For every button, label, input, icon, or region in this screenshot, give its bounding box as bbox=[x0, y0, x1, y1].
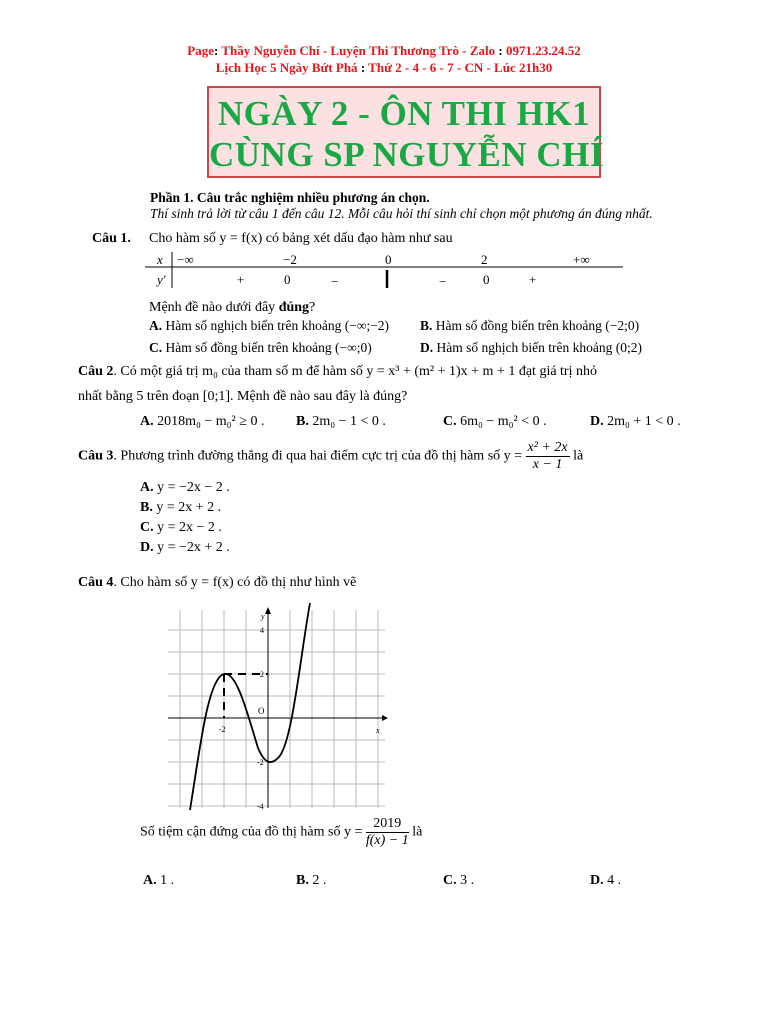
q3-option-d[interactable] bbox=[140, 540, 230, 556]
header-line-2 bbox=[0, 60, 768, 76]
q1-table-sign-5: + bbox=[529, 272, 537, 287]
banner-line-2: CÙNG SP NGUYỄN CHÍ bbox=[209, 135, 605, 174]
graph-y-tick-neg4: -4 bbox=[257, 802, 264, 811]
part1-instruction: Thí sinh trả lời từ câu 1 đến câu 12. Mỗi câu hỏi thí sinh chỉ chọn một phương án đúng nhất. bbox=[150, 206, 653, 221]
q1-table-y-label: y′ bbox=[157, 272, 166, 287]
header-sep-2: : bbox=[495, 43, 506, 58]
q2-option-b[interactable] bbox=[296, 414, 386, 430]
q3-fraction bbox=[526, 440, 570, 473]
header-page-label: Page bbox=[187, 43, 214, 58]
q2-option-b-key: B. bbox=[296, 414, 309, 429]
graph-y-tick-2: 2 bbox=[260, 670, 264, 679]
q4-option-b-key: B. bbox=[296, 873, 309, 888]
q1-table-x-3: 2 bbox=[481, 252, 488, 267]
q1-prompt-prefix: Mệnh đề nào dưới đây bbox=[149, 300, 279, 315]
q1-option-d[interactable] bbox=[420, 340, 642, 356]
q4-label: Câu 4 bbox=[78, 575, 114, 590]
x-axis-arrow-icon bbox=[382, 715, 388, 721]
q2-option-d[interactable] bbox=[590, 414, 681, 430]
q1-table-sign-2: − bbox=[331, 274, 339, 289]
header-teacher-name: Thầy Nguyễn Chí - Luyện Thi Thương Trò - bbox=[221, 43, 470, 58]
q4-option-d-text: 4 . bbox=[607, 873, 622, 888]
q4-option-c-text: 3 . bbox=[460, 873, 475, 888]
q3-label: Câu 3 bbox=[78, 448, 114, 464]
q3-option-d-text: y = −2x + 2 . bbox=[157, 540, 230, 555]
graph-y-label: y bbox=[261, 612, 265, 621]
q3-option-c-key: C. bbox=[140, 520, 154, 535]
q4-option-c-key: C. bbox=[443, 873, 457, 888]
q1-stem: Cho hàm số y = f(x) có bảng xét dấu đạo hàm như sau bbox=[149, 231, 453, 246]
graph-y-tick-4: 4 bbox=[260, 626, 264, 635]
q1-table-x-2: 0 bbox=[385, 252, 392, 267]
title-banner bbox=[207, 86, 605, 178]
q1-option-b-key: B. bbox=[420, 318, 433, 333]
q4-option-c[interactable] bbox=[443, 873, 474, 889]
q1-option-b[interactable] bbox=[420, 318, 639, 334]
q1-option-a[interactable] bbox=[149, 318, 389, 334]
q4-stem bbox=[78, 575, 356, 591]
q2-option-c-key: C. bbox=[443, 414, 457, 429]
q4-frac-den: f(x) − 1 bbox=[365, 833, 409, 848]
q3-option-c[interactable] bbox=[140, 520, 222, 536]
q3-option-b-text: y = 2x + 2 . bbox=[156, 500, 222, 515]
header-sep-1: : bbox=[213, 43, 222, 58]
q2-line-2: nhất bằng 5 trên đoạn [0;1]. Mệnh đề nào sau đây là đúng? bbox=[78, 389, 408, 404]
y-axis-arrow-icon bbox=[265, 607, 271, 614]
q4-graph bbox=[160, 598, 400, 818]
q1-option-c-text: Hàm số đồng biến trên khoảng (−∞;0) bbox=[165, 340, 372, 355]
q3-option-c-text: y = 2x − 2 . bbox=[157, 520, 222, 535]
q1-prompt-bold: đúng bbox=[278, 300, 310, 315]
q3-stem-suffix: là bbox=[573, 448, 584, 464]
q3-option-a-text: y = −2x − 2 . bbox=[157, 480, 230, 495]
q1-option-a-key: A. bbox=[149, 318, 163, 333]
q2-option-a-key: A. bbox=[140, 414, 154, 429]
q1-option-d-key: D. bbox=[420, 340, 434, 355]
q2-option-a-text: 2018m₀ − m₀² ≥ 0 . bbox=[157, 414, 265, 429]
q1-option-d-text: Hàm số nghịch biến trên khoảng (0;2) bbox=[436, 340, 642, 355]
q2-label: Câu 2 bbox=[78, 364, 114, 379]
q2-option-a[interactable] bbox=[140, 414, 264, 430]
q3-option-a-key: A. bbox=[140, 480, 154, 495]
q3-stem bbox=[78, 440, 583, 473]
q2-option-d-text: 2m₀ + 1 < 0 . bbox=[607, 414, 681, 429]
header-schedule-label: Lịch Học 5 Ngày Bứt Phá bbox=[215, 60, 358, 75]
q2-option-c[interactable] bbox=[443, 414, 547, 430]
q1-option-b-text: Hàm số đồng biến trên khoảng (−2;0) bbox=[435, 318, 640, 333]
q3-option-a[interactable] bbox=[140, 480, 230, 496]
q1-table-sign-3: − bbox=[439, 274, 447, 289]
function-curve bbox=[190, 603, 310, 810]
q1-table-x-4: +∞ bbox=[573, 252, 590, 267]
q1-table-x-label: x bbox=[157, 252, 163, 267]
q2-option-c-text: 6m₀ − m₀² < 0 . bbox=[460, 414, 547, 429]
q4-option-d-key: D. bbox=[590, 873, 604, 888]
q4-fraction bbox=[366, 816, 409, 849]
q3-option-b-key: B. bbox=[140, 500, 153, 515]
graph-x-label: x bbox=[376, 726, 380, 735]
q1-prompt-suffix: ? bbox=[309, 300, 316, 315]
q1-label: Câu 1. bbox=[92, 231, 131, 246]
q3-stem-prefix: . Phương trình đường thẳng đi qua hai điểm cực trị của đồ thị hàm số y = bbox=[113, 448, 523, 464]
part1-title: Phần 1. Câu trắc nghiệm nhiều phương án chọn. bbox=[150, 190, 430, 205]
q4-option-b-text: 2 . bbox=[312, 873, 327, 888]
q4-option-a-key: A. bbox=[143, 873, 157, 888]
header-sep-3: : bbox=[357, 60, 369, 75]
header-phone: 0971.23.24.52 bbox=[505, 43, 581, 58]
q1-option-a-text: Hàm số nghịch biến trên khoảng (−∞;−2) bbox=[165, 318, 390, 333]
header-line-1 bbox=[0, 43, 768, 59]
q3-option-b[interactable] bbox=[140, 500, 221, 516]
graph-origin-label: O bbox=[258, 706, 265, 716]
banner-line-1: NGÀY 2 - ÔN THI HK1 bbox=[217, 94, 591, 133]
q3-frac-den: x − 1 bbox=[532, 457, 563, 472]
header-schedule: Thứ 2 - 4 - 6 - 7 - CN - Lúc 21h30 bbox=[368, 60, 553, 75]
q4-frac-num: 2019 bbox=[366, 816, 409, 833]
q1-sign-table bbox=[145, 250, 625, 290]
q3-frac-num: x² + 2x bbox=[527, 440, 568, 455]
q1-option-c[interactable] bbox=[149, 340, 372, 356]
q2-line-1 bbox=[78, 364, 597, 380]
q4-follow-prefix: Số tiệm cận đứng của đồ thị hàm số y = bbox=[140, 824, 363, 840]
q2-option-b-text: 2m₀ − 1 < 0 . bbox=[312, 414, 386, 429]
q4-follow-suffix: là bbox=[412, 824, 423, 840]
q1-table-x-0: −∞ bbox=[177, 252, 194, 267]
graph-x-tick: -2 bbox=[219, 725, 226, 734]
q3-option-d-key: D. bbox=[140, 540, 154, 555]
q2-stem-1: . Có một giá trị m₀ của tham số m để hàm số y = x³ + (m² + 1)x + m + 1 đạt giá trị nhỏ bbox=[113, 364, 597, 379]
q2-option-d-key: D. bbox=[590, 414, 604, 429]
q4-stem-text: . Cho hàm số y = f(x) có đồ thị như hình vẽ bbox=[113, 575, 357, 590]
q4-option-a[interactable] bbox=[143, 873, 174, 889]
q1-prompt bbox=[149, 300, 315, 316]
graph-y-tick-neg2: -2 bbox=[257, 758, 264, 767]
q4-follow bbox=[140, 816, 422, 849]
q1-table-sign-1: 0 bbox=[284, 272, 291, 287]
q1-table-sign-0: + bbox=[237, 272, 245, 287]
q1-table-x-1: −2 bbox=[283, 252, 297, 267]
q4-option-b[interactable] bbox=[296, 873, 326, 889]
q1-option-c-key: C. bbox=[149, 340, 163, 355]
q4-option-a-text: 1 . bbox=[160, 873, 175, 888]
header-zalo-label: Zalo bbox=[469, 43, 496, 58]
q4-option-d[interactable] bbox=[590, 873, 621, 889]
q1-table-sign-4: 0 bbox=[483, 272, 490, 287]
